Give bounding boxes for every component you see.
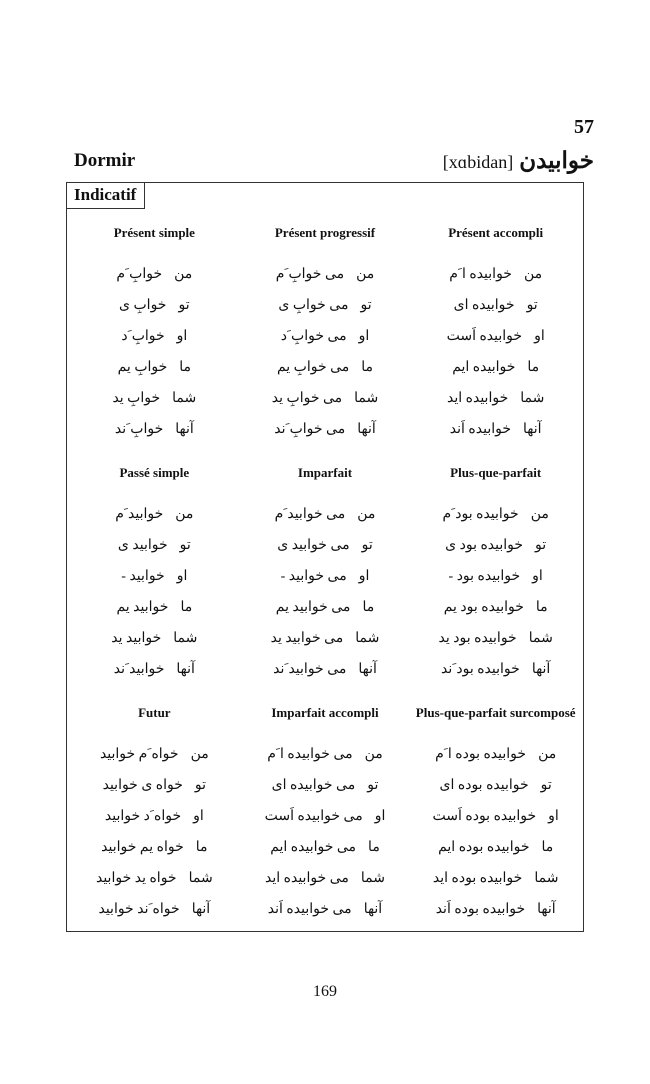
pronoun: ما [362,600,375,615]
pronoun: من [523,267,543,282]
conjugation-row [412,801,579,832]
tense-title: Futur [138,705,171,720]
verb-header [74,148,594,178]
pronoun: او [548,809,559,824]
conjugation-row [242,259,409,290]
pronoun: شما [534,871,559,886]
conjugation-row [242,863,409,894]
verb-form: خوابِ َم [116,267,163,282]
pronoun: ما [541,840,554,855]
verb-form: خوابِ َد [121,329,165,344]
pronoun: ما [195,840,208,855]
verb-form: می خوابید یم [275,600,351,615]
conjugation-row [71,499,238,530]
conjugation-row [242,414,409,445]
page-number: 169 [313,983,337,1000]
pronoun: آنها [175,422,194,437]
pronoun: شما [188,871,213,886]
verb-form: خوابیده بود َند [441,662,520,677]
pronoun: او [534,329,545,344]
pronoun: ما [179,360,192,375]
pronoun: او [532,569,543,584]
conjugation-row [71,739,238,770]
persian-verb: خوابیدن [519,148,594,173]
conjugation-row [71,770,238,801]
verb-form: خوابید ی [117,538,168,553]
pronoun: تو [535,538,547,553]
conjugation-row [412,832,579,863]
conjugation-row [71,894,238,925]
verb-form: خوابیده بوده اَست [432,809,537,824]
verb-form: خواه یم خوابید [101,840,184,855]
tense-grid [71,225,579,945]
tense-block [242,465,409,705]
pronoun: او [374,809,386,824]
conjugation-row [412,290,579,321]
verb-form: خوابیده اَست [446,329,523,344]
conjugation-row [412,739,579,770]
conjugation-row [71,352,238,383]
pronoun: او [358,569,370,584]
conjugation-row [242,530,409,561]
tense-block [71,465,238,705]
pronoun: شما [354,391,379,406]
verb-form: می خوابیده اَست [264,809,363,824]
conjugation-row [412,561,579,592]
verb-form: خواه َد خوابید [104,809,182,824]
verb-form: می خوابِ َم [275,267,345,282]
conjugation-row [71,863,238,894]
conjugation-list [71,739,238,925]
conjugation-row [242,832,409,863]
conjugation-row [412,894,579,925]
verb-form: خوابید ید [111,631,162,646]
conjugation-row [412,770,579,801]
pronoun: من [175,507,194,522]
pronoun: من [530,507,549,522]
conjugation-row [71,801,238,832]
pronoun: من [356,267,375,282]
verb-form: خواه َند خوابید [98,902,180,917]
pronoun: ما [180,600,193,615]
verb-form: خوابید َند [113,662,165,677]
conjugation-list [412,499,579,685]
pronoun: تو [194,778,207,793]
conjugation-list [242,739,409,925]
conjugation-row [412,654,579,685]
conjugation-row [242,623,409,654]
verb-form: می خوابِ َند [274,422,346,437]
pronoun: شما [528,631,553,646]
conjugation-row [71,321,238,352]
tense-block [412,225,579,465]
pronoun: ما [527,360,540,375]
french-verb: Dormir [74,150,136,171]
verb-form: خوابیده اَند [449,422,512,437]
conjugation-list [412,739,579,925]
conjugation-row [412,623,579,654]
pronoun: تو [361,538,373,553]
tense-title: Présent accompli [448,225,544,240]
verb-form: خوابیده بوده ایم [438,840,530,855]
pronoun: من [357,507,376,522]
pronoun: تو [360,298,372,313]
verb-form: می خوابِ ی [278,298,349,313]
conjugation-row [412,321,579,352]
mood-label: Indicatif [67,183,145,209]
verb-form: می خوابید َم [274,507,346,522]
verb-form: خوابید یم [116,600,169,615]
pronoun: من [538,747,557,762]
verb-form: می خوابِ ید [271,391,343,406]
conjugation-row [242,499,409,530]
pronoun: آنها [358,662,377,677]
verb-form: خوابیده بوده ای [439,778,529,793]
verb-form: می خوابید َند [273,662,347,677]
conjugation-row [242,894,409,925]
verb-form: می خوابِ َد [280,329,347,344]
verb-form: خوابیده ایم [452,360,516,375]
verb-form: می خوابیده اید [265,871,349,886]
verb-form: خوابیده بود ید [438,631,517,646]
pronoun: ما [535,600,548,615]
conjugation-row [242,770,409,801]
verb-form: خوابیده اید [447,391,509,406]
pronoun: آنها [176,662,195,677]
pronoun: آنها [357,422,376,437]
tense-title: Imparfait accompli [271,705,379,720]
conjugation-row [242,383,409,414]
verb-form: خوابید َم [115,507,164,522]
verb-form: می خوابید ی [277,538,350,553]
pronoun: آنها [537,902,556,917]
indicative-table [66,182,584,932]
tense-block [71,705,238,945]
conjugation-row [71,832,238,863]
conjugation-row [412,259,579,290]
conjugation-row [71,654,238,685]
verb-form: خوابیده بود - [448,569,521,584]
pronoun: ما [361,360,374,375]
tense-title: Plus-que-parfait [450,465,542,480]
pronoun: آنها [363,902,383,917]
persian-verb-group [443,148,594,174]
verb-form: خوابیده بود ی [445,538,524,553]
verb-form: خوابِ ی [119,298,167,313]
pronoun: او [176,569,188,584]
conjugation-row [412,530,579,561]
verb-form: خوابیده بوده اید [432,871,523,886]
pronoun: شما [360,871,385,886]
conjugation-row [412,863,579,894]
pronoun: او [193,809,204,824]
pronoun: آنها [191,902,211,917]
conjugation-row [71,383,238,414]
conjugation-row [242,321,409,352]
pronoun: آنها [523,422,542,437]
verb-form: می خوابیده ایم [270,840,357,855]
pronoun: او [358,329,370,344]
pronoun: تو [540,778,552,793]
verb-form: خواه ید خوابید [95,871,177,886]
conjugation-row [242,801,409,832]
conjugation-row [242,561,409,592]
conjugation-list [412,259,579,445]
pronoun: شما [355,631,380,646]
verb-form: می خوابیده اَند [267,902,352,917]
conjugation-row [412,383,579,414]
conjugation-row [242,592,409,623]
verb-form: خواه َم خوابید [99,747,179,762]
tense-block [412,465,579,705]
conjugation-row [71,414,238,445]
transliteration: [xɑbidan] [442,152,514,172]
verb-form: خوابیده بود َم [442,507,519,522]
conjugation-list [71,259,238,445]
conjugation-row [412,499,579,530]
verb-form: می خوابِ یم [276,360,350,375]
pronoun: تو [179,538,191,553]
pronoun: تو [367,778,379,793]
verb-form: می خوابیده ای [271,778,356,793]
tense-title: Présent simple [113,225,195,240]
conjugation-row [71,592,238,623]
conjugation-row [71,623,238,654]
verb-form: خواه ی خوابید [102,778,183,793]
conjugation-row [71,290,238,321]
pronoun: من [364,747,383,762]
conjugation-row [242,739,409,770]
tense-title: Imparfait [297,465,353,480]
tense-block [71,225,238,465]
conjugation-row [412,414,579,445]
pronoun: من [190,747,209,762]
tense-title: Passé simple [119,465,190,480]
verb-form: خوابیده ای [453,298,515,313]
conjugation-row [412,592,579,623]
verb-form: خوابیده بود یم [443,600,524,615]
tense-block [242,225,409,465]
tense-title: Présent progressif [274,225,376,240]
conjugation-list [242,259,409,445]
conjugation-row [71,259,238,290]
verb-form: خوابید - [121,569,165,584]
conjugation-row [412,352,579,383]
verb-form: خوابِ َند [114,422,164,437]
pronoun: من [174,267,193,282]
conjugation-row [71,530,238,561]
verb-form: خوابیده بوده اَند [435,902,526,917]
verb-form: می خوابید ید [270,631,344,646]
verb-form: می خوابیده ا َم [267,747,353,762]
pronoun: شما [172,391,197,406]
verb-form: خوابیده ا َم [449,267,512,282]
conjugation-row [242,654,409,685]
tense-block [412,705,579,945]
conjugation-list [242,499,409,685]
tense-block [242,705,409,945]
conjugation-row [242,352,409,383]
conjugation-row [242,290,409,321]
pronoun: آنها [531,662,551,677]
pronoun: شما [173,631,198,646]
verb-form: خوابیده بوده ا َم [435,747,527,762]
tense-title: Plus-que-parfait surcomposé [415,705,576,720]
conjugation-row [71,561,238,592]
verb-number: 57 [574,116,594,138]
pronoun: او [176,329,188,344]
verb-form: خوابِ ید [112,391,161,406]
verb-form: خوابِ یم [117,360,168,375]
pronoun: تو [178,298,190,313]
pronoun: تو [526,298,538,313]
verb-form: می خوابید - [280,569,347,584]
pronoun: شما [520,391,545,406]
conjugation-list [71,499,238,685]
pronoun: ما [368,840,380,855]
